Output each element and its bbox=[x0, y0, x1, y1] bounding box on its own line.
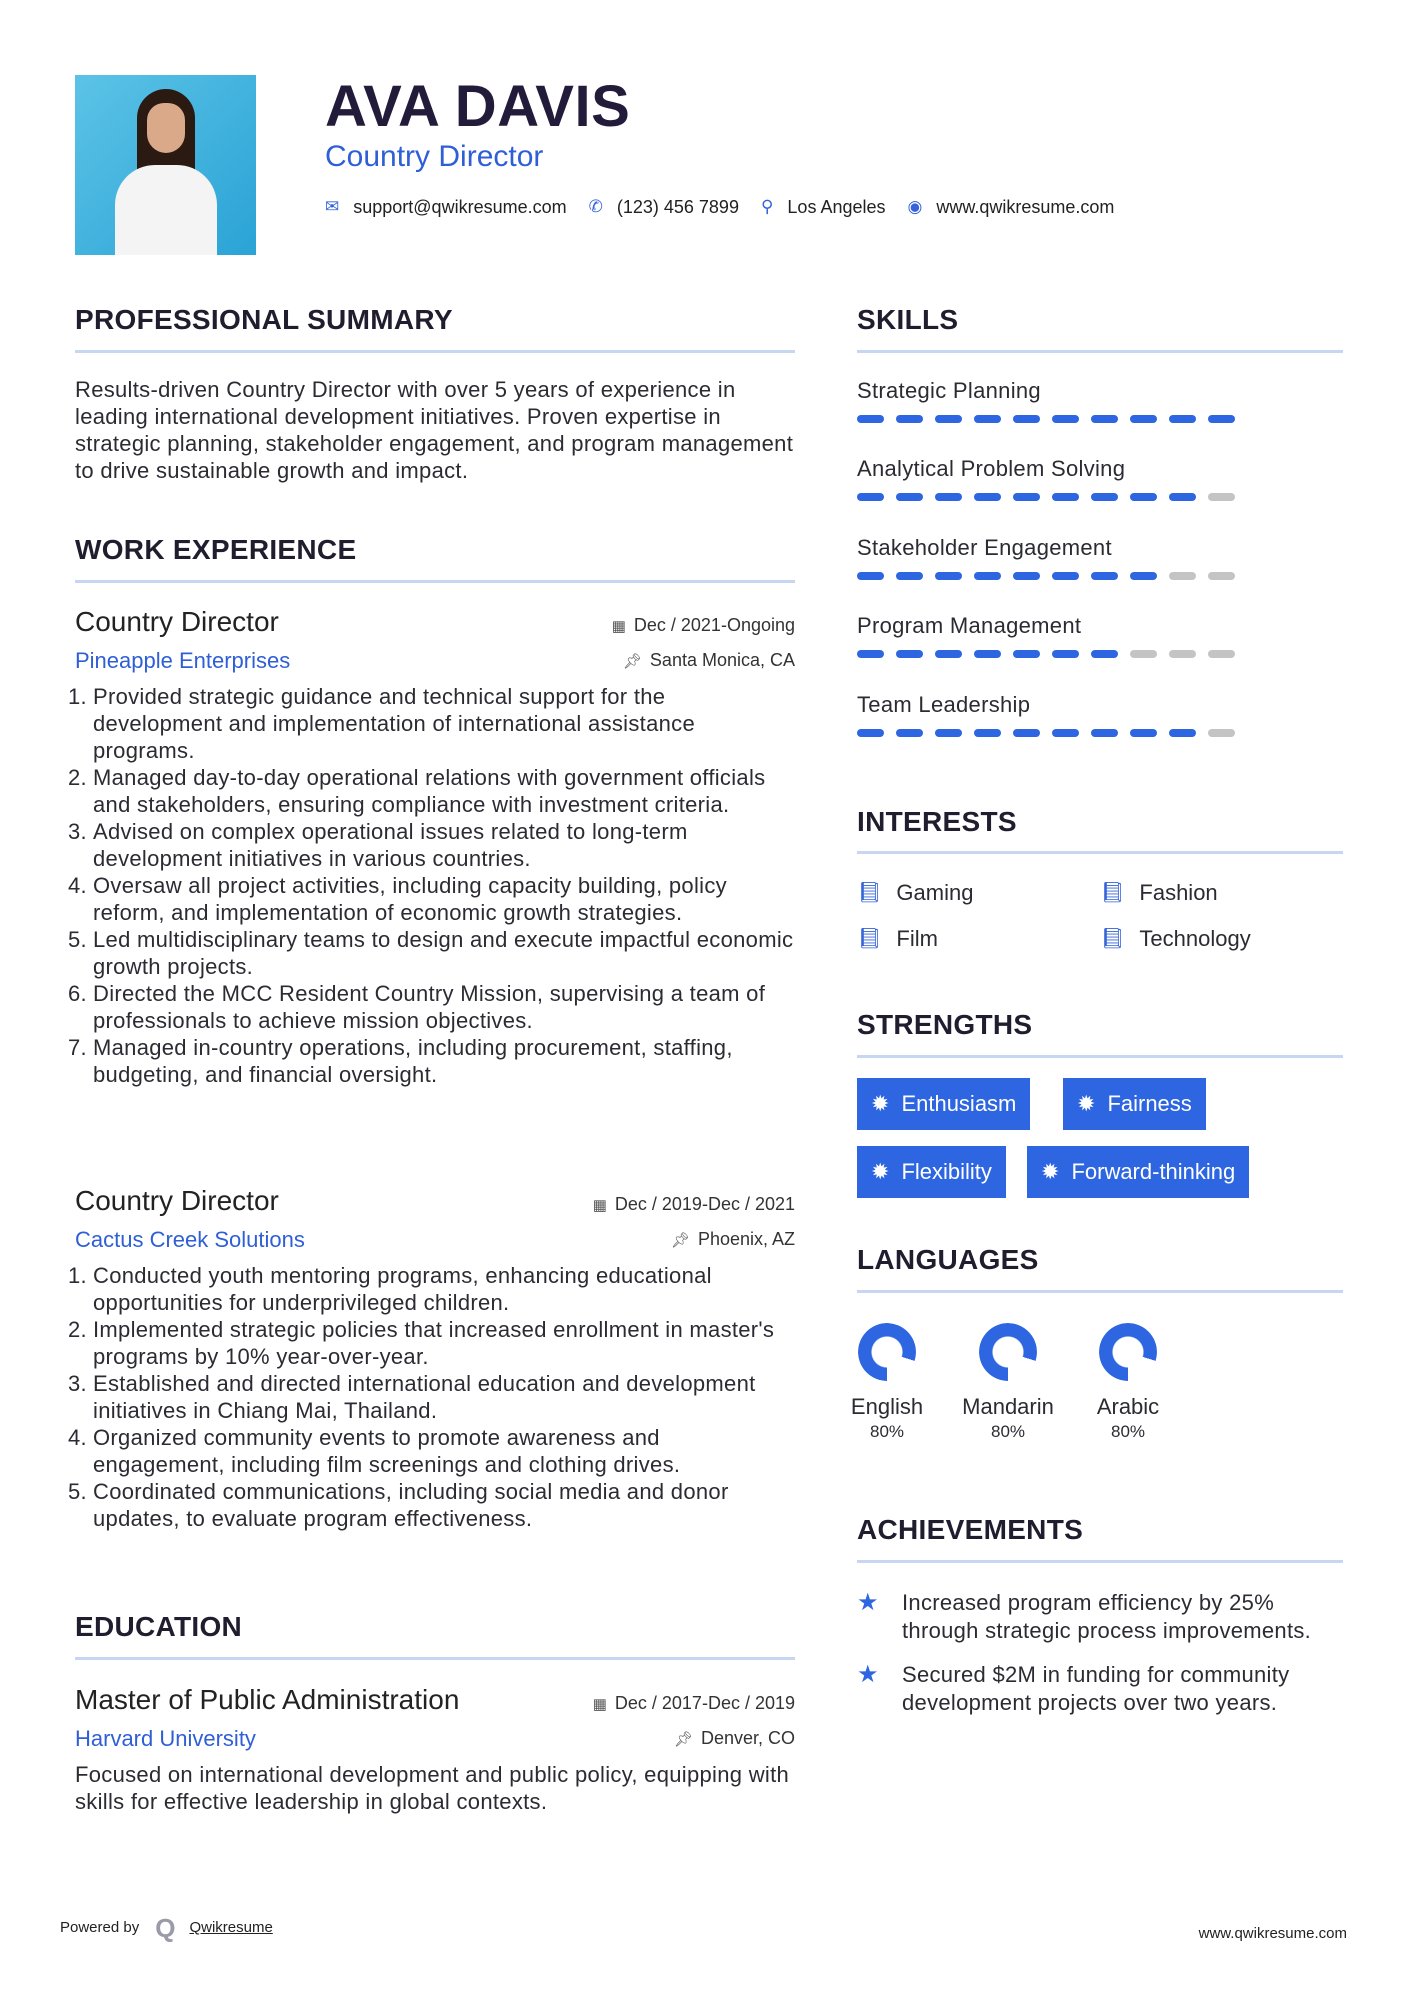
list-item bbox=[68, 926, 795, 980]
dash-filled bbox=[974, 650, 1001, 658]
interest-label: Gaming bbox=[896, 880, 974, 905]
item-text: Conducted youth mentoring programs, enhancing educational opportunities for underprivileged children. bbox=[93, 1263, 712, 1315]
dash-filled bbox=[935, 493, 962, 501]
achievement-text: Increased program efficiency by 25% through strategic process improvements. bbox=[902, 1590, 1312, 1643]
item-text: Managed in-country operations, including procurement, staffing, budgeting, and financial oversight. bbox=[93, 1035, 733, 1087]
candidate-name: AVA DAVIS bbox=[325, 74, 631, 139]
badge-star-icon: ✹ bbox=[871, 1159, 890, 1184]
divider bbox=[857, 350, 1343, 353]
dash-filled bbox=[857, 729, 884, 737]
book-icon: 📘︎ bbox=[1100, 882, 1126, 904]
dash-filled bbox=[974, 729, 1001, 737]
language-progress-ring bbox=[1099, 1323, 1157, 1381]
dash-filled bbox=[1052, 572, 1079, 580]
education-heading: EDUCATION bbox=[75, 1611, 243, 1642]
powered-by-label: Powered by bbox=[60, 1919, 140, 1936]
divider bbox=[857, 1055, 1343, 1058]
dash-filled bbox=[1013, 572, 1040, 580]
strength-badge bbox=[857, 1146, 1006, 1198]
badge-star-icon: ✹ bbox=[1077, 1091, 1096, 1116]
dash-filled bbox=[1169, 729, 1196, 737]
strength-badge bbox=[1063, 1078, 1206, 1130]
item-number: 5. bbox=[68, 1479, 87, 1504]
star-icon: ★ bbox=[857, 1661, 879, 1688]
pin-icon: 📌︎ bbox=[622, 653, 642, 670]
job-location-row bbox=[671, 1227, 795, 1253]
dash-filled bbox=[974, 493, 1001, 501]
item-number: 5. bbox=[68, 927, 87, 952]
strengths-heading: STRENGTHS bbox=[857, 1009, 1033, 1040]
achievement-text: Secured $2M in funding for community development projects over two years. bbox=[902, 1662, 1290, 1715]
item-text: Implemented strategic policies that increased enrollment in master's programs by 10% year-over-year. bbox=[93, 1317, 775, 1369]
interests-list bbox=[857, 879, 1343, 959]
item-number: 1. bbox=[68, 684, 87, 709]
dash-empty bbox=[1208, 572, 1235, 580]
skill-level-bar bbox=[857, 493, 1343, 501]
achievement-item bbox=[857, 1589, 1343, 1645]
job-entry bbox=[68, 1184, 795, 1532]
skill-level-bar bbox=[857, 415, 1343, 423]
company-name: Cactus Creek Solutions bbox=[75, 1227, 305, 1252]
dash-filled bbox=[1052, 415, 1079, 423]
candidate-title: Country Director bbox=[325, 140, 544, 173]
qwikresume-logo-icon: Q bbox=[155, 1913, 176, 1943]
badge-star-icon: ✹ bbox=[1041, 1159, 1060, 1184]
skill-item bbox=[857, 455, 1343, 533]
language-percent: 80% bbox=[990, 1422, 1026, 1441]
dash-empty bbox=[1208, 729, 1235, 737]
education-dates: Dec / 2017-Dec / 2019 bbox=[614, 1693, 795, 1713]
map-pin-icon: ⚲ bbox=[760, 197, 774, 216]
dash-filled bbox=[1013, 729, 1040, 737]
skills-list bbox=[857, 377, 1343, 769]
language-percent: 80% bbox=[869, 1422, 905, 1441]
responsibility-list bbox=[68, 683, 795, 1088]
dash-filled bbox=[1169, 415, 1196, 423]
book-icon: 📘︎ bbox=[1100, 928, 1126, 950]
interests-heading: INTERESTS bbox=[857, 806, 1017, 837]
dash-filled bbox=[1130, 415, 1157, 423]
dash-filled bbox=[1091, 650, 1118, 658]
skills-heading: SKILLS bbox=[857, 304, 959, 335]
skill-name: Program Management bbox=[857, 613, 1082, 639]
item-text: Managed day-to-day operational relations with government officials and stakeholders, ensuring compliance with investment criteria. bbox=[93, 765, 766, 817]
pin-icon: 📌︎ bbox=[673, 1731, 693, 1748]
dash-filled bbox=[1091, 415, 1118, 423]
footer-brand bbox=[60, 1913, 273, 1943]
achievement-item bbox=[857, 1661, 1343, 1717]
divider bbox=[857, 851, 1343, 854]
dash-filled bbox=[896, 650, 923, 658]
dash-empty bbox=[1169, 572, 1196, 580]
languages-heading: LANGUAGES bbox=[857, 1244, 1039, 1275]
job-dates: Dec / 2019-Dec / 2021 bbox=[614, 1194, 795, 1214]
language-name: Arabic bbox=[1096, 1394, 1160, 1419]
job-header bbox=[75, 605, 795, 683]
interest-label: Film bbox=[896, 926, 938, 951]
dash-filled bbox=[935, 572, 962, 580]
dash-filled bbox=[1169, 493, 1196, 501]
language-name: Mandarin bbox=[962, 1394, 1054, 1419]
contact-2[interactable]: Los Angeles bbox=[787, 197, 886, 217]
job-title: Country Director bbox=[75, 606, 279, 637]
item-number: 2. bbox=[68, 1317, 87, 1342]
dash-filled bbox=[857, 650, 884, 658]
item-number: 3. bbox=[68, 819, 87, 844]
list-item bbox=[68, 980, 795, 1034]
dash-filled bbox=[935, 729, 962, 737]
item-text: Coordinated communications, including social media and donor updates, to evaluate program effectiveness. bbox=[93, 1479, 729, 1531]
dash-filled bbox=[857, 493, 884, 501]
contact-bar bbox=[325, 194, 1136, 220]
dash-filled bbox=[857, 572, 884, 580]
job-location: Santa Monica, CA bbox=[649, 650, 795, 670]
job-title: Country Director bbox=[75, 1185, 279, 1216]
dash-empty bbox=[1208, 493, 1235, 501]
list-item bbox=[68, 683, 795, 764]
item-number: 3. bbox=[68, 1371, 87, 1396]
summary-heading: PROFESSIONAL SUMMARY bbox=[75, 304, 453, 335]
contact-3[interactable]: www.qwikresume.com bbox=[936, 197, 1115, 217]
dash-filled bbox=[896, 729, 923, 737]
strength-badge bbox=[857, 1078, 1030, 1130]
contact-0[interactable]: support@qwikresume.com bbox=[353, 197, 567, 217]
language-name: English bbox=[850, 1394, 924, 1419]
list-item bbox=[68, 1262, 795, 1316]
dash-filled bbox=[974, 415, 1001, 423]
divider bbox=[857, 1560, 1343, 1563]
item-text: Oversaw all project activities, including capacity building, policy reform, and implementation of economic growth strategies. bbox=[93, 873, 727, 925]
item-number: 4. bbox=[68, 873, 87, 898]
star-icon: ★ bbox=[857, 1589, 879, 1616]
list-item bbox=[68, 1478, 795, 1532]
summary-text: Results-driven Country Director with over 5 years of experience in leading international development initiatives. Proven expertise in strategic planning, stakeholder engagement, and program management to drive sustainable growth and impact. bbox=[75, 377, 794, 483]
strength-label: Forward-thinking bbox=[1071, 1159, 1236, 1184]
language-progress-ring bbox=[858, 1323, 916, 1381]
dash-filled bbox=[1091, 729, 1118, 737]
item-text: Provided strategic guidance and technical support for the development and implementation of international assistance programs. bbox=[93, 684, 695, 763]
school: Harvard University bbox=[75, 1726, 256, 1751]
strength-label: Fairness bbox=[1107, 1091, 1192, 1116]
skill-level-bar bbox=[857, 650, 1343, 658]
degree: Master of Public Administration bbox=[75, 1684, 460, 1715]
strength-badge bbox=[1027, 1146, 1249, 1198]
list-item bbox=[68, 1316, 795, 1370]
strengths-list bbox=[857, 1078, 1343, 1198]
item-text: Led multidisciplinary teams to design and execute impactful economic growth projects. bbox=[93, 927, 794, 979]
dash-filled bbox=[1091, 493, 1118, 501]
dash-empty bbox=[1208, 650, 1235, 658]
dash-filled bbox=[1013, 415, 1040, 423]
strength-label: Flexibility bbox=[901, 1159, 992, 1184]
education-entry bbox=[75, 1683, 795, 1815]
envelope-icon: ✉ bbox=[325, 197, 340, 216]
interest-item bbox=[1100, 879, 1218, 907]
language-progress-ring bbox=[979, 1323, 1037, 1381]
phone-icon: ✆ bbox=[588, 197, 603, 216]
dash-filled bbox=[1052, 650, 1079, 658]
language-item bbox=[948, 1323, 1068, 1443]
education-description: Focused on international development and public policy, equipping with skills for effective leadership in global contexts. bbox=[75, 1762, 790, 1814]
contact-1[interactable]: (123) 456 7899 bbox=[616, 197, 739, 217]
skill-item bbox=[857, 377, 1343, 455]
skill-item bbox=[857, 612, 1343, 690]
language-item bbox=[827, 1323, 947, 1443]
pin-icon: 📌︎ bbox=[670, 1232, 690, 1249]
list-item bbox=[68, 764, 795, 818]
skill-item bbox=[857, 691, 1343, 769]
dash-empty bbox=[1169, 650, 1196, 658]
job-dates: Dec / 2021-Ongoing bbox=[633, 615, 795, 635]
profile-photo bbox=[75, 75, 256, 255]
dash-filled bbox=[1130, 572, 1157, 580]
languages-list bbox=[850, 1323, 1343, 1453]
company-name: Pineapple Enterprises bbox=[75, 648, 291, 673]
item-number: 4. bbox=[68, 1425, 87, 1450]
job-location: Phoenix, AZ bbox=[697, 1229, 795, 1249]
achievements-list bbox=[857, 1589, 1343, 1733]
calendar-icon: ▦ bbox=[611, 618, 626, 635]
interest-item bbox=[857, 925, 938, 953]
skill-level-bar bbox=[857, 572, 1343, 580]
divider bbox=[857, 1290, 1343, 1293]
skill-name: Analytical Problem Solving bbox=[857, 456, 1126, 482]
dash-filled bbox=[1208, 415, 1235, 423]
interest-label: Fashion bbox=[1139, 880, 1218, 905]
language-item bbox=[1068, 1323, 1188, 1443]
dash-filled bbox=[1091, 572, 1118, 580]
job-dates-row bbox=[593, 1192, 795, 1218]
item-text: Advised on complex operational issues related to long-term development initiatives in various countries. bbox=[93, 819, 688, 871]
skill-name: Strategic Planning bbox=[857, 378, 1041, 403]
interest-item bbox=[1100, 925, 1251, 953]
divider bbox=[75, 580, 795, 583]
calendar-icon: ▦ bbox=[592, 1197, 607, 1214]
dash-filled bbox=[1052, 493, 1079, 501]
dash-filled bbox=[1130, 729, 1157, 737]
list-item bbox=[68, 1034, 795, 1088]
divider bbox=[75, 1657, 795, 1660]
dash-filled bbox=[935, 415, 962, 423]
experience-heading: WORK EXPERIENCE bbox=[75, 534, 357, 565]
dash-filled bbox=[1013, 650, 1040, 658]
dash-empty bbox=[1130, 650, 1157, 658]
dash-filled bbox=[896, 572, 923, 580]
skill-name: Stakeholder Engagement bbox=[857, 534, 1112, 560]
dash-filled bbox=[935, 650, 962, 658]
item-number: 7. bbox=[68, 1035, 87, 1060]
list-item bbox=[68, 1370, 795, 1424]
dash-filled bbox=[857, 415, 884, 423]
skill-level-bar bbox=[857, 729, 1343, 737]
dash-filled bbox=[896, 415, 923, 423]
globe-icon: ◉ bbox=[907, 197, 923, 216]
interest-item bbox=[857, 879, 973, 907]
skill-name: Team Leadership bbox=[857, 691, 1031, 717]
dash-filled bbox=[896, 493, 923, 501]
item-number: 1. bbox=[68, 1263, 87, 1288]
footer-url[interactable]: www.qwikresume.com bbox=[1198, 1925, 1347, 1942]
job-entry bbox=[68, 605, 795, 1088]
qwikresume-link[interactable]: Qwikresume bbox=[189, 1919, 273, 1936]
item-text: Directed the MCC Resident Country Mission, supervising a team of professionals to achieve mission objectives. bbox=[93, 981, 766, 1033]
list-item bbox=[68, 1424, 795, 1478]
skill-item bbox=[857, 534, 1343, 612]
job-header bbox=[75, 1184, 795, 1262]
strength-label: Enthusiasm bbox=[901, 1091, 1017, 1116]
badge-star-icon: ✹ bbox=[871, 1091, 890, 1116]
job-dates-row bbox=[612, 613, 795, 639]
dash-filled bbox=[974, 572, 1001, 580]
item-number: 6. bbox=[68, 981, 87, 1006]
list-item bbox=[68, 872, 795, 926]
education-location: Denver, CO bbox=[700, 1728, 795, 1748]
book-icon: 📘︎ bbox=[857, 882, 883, 904]
item-text: Established and directed international education and development initiatives in Chiang Mai, Thailand. bbox=[93, 1371, 756, 1423]
item-number: 2. bbox=[68, 765, 87, 790]
achievements-heading: ACHIEVEMENTS bbox=[857, 1514, 1084, 1545]
language-percent: 80% bbox=[1110, 1422, 1146, 1441]
divider bbox=[75, 350, 795, 353]
dash-filled bbox=[1052, 729, 1079, 737]
dash-filled bbox=[1130, 493, 1157, 501]
interest-label: Technology bbox=[1139, 926, 1251, 951]
calendar-icon: ▦ bbox=[592, 1696, 607, 1713]
responsibility-list bbox=[68, 1262, 795, 1532]
book-icon: 📘︎ bbox=[857, 928, 883, 950]
list-item bbox=[68, 818, 795, 872]
item-text: Organized community events to promote awareness and engagement, including film screenings and clothing drives. bbox=[93, 1425, 681, 1477]
job-location-row bbox=[623, 648, 795, 674]
dash-filled bbox=[1013, 493, 1040, 501]
